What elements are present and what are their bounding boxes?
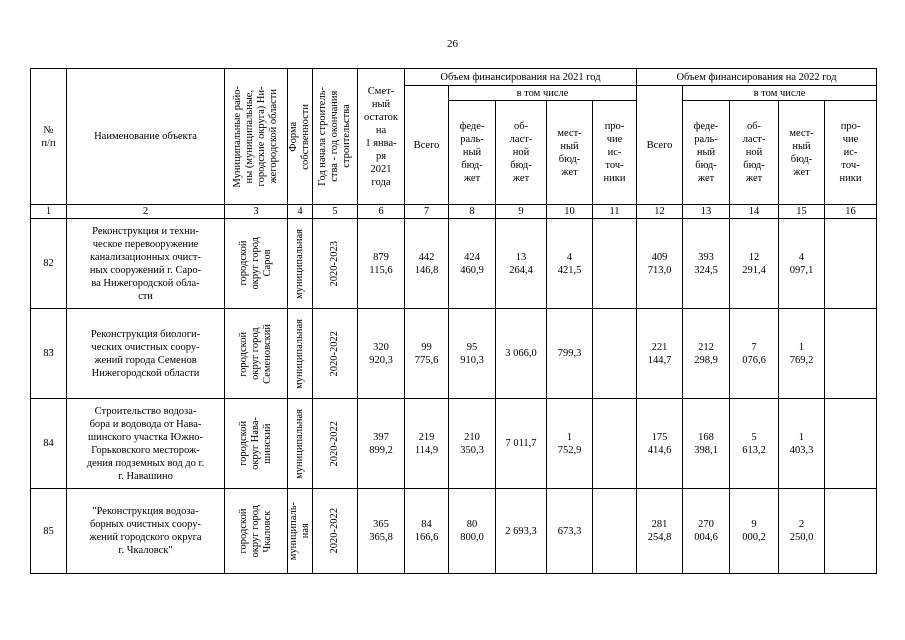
balance-cell: 320 920,3 <box>358 309 405 399</box>
local-2022-cell: 1 769,2 <box>779 309 825 399</box>
col-number: 7 <box>405 205 449 219</box>
header-local-2021: мест- ный бюд- жет <box>547 101 593 205</box>
balance-cell: 397 899,2 <box>358 399 405 489</box>
local-2021-cell: 799,3 <box>547 309 593 399</box>
object-name: "Реконструкция водоза- борных очистных соору- жений городского округа г. Чкаловск" <box>67 489 225 574</box>
total-2022-cell: 409 713,0 <box>637 219 683 309</box>
local-2022-cell: 4 097,1 <box>779 219 825 309</box>
federal-2021-cell: 95 910,3 <box>449 309 496 399</box>
district-cell: городской округ город Саров <box>225 219 288 309</box>
district-cell: городской округ Нава- шинский <box>225 399 288 489</box>
table-row <box>31 309 877 399</box>
district-cell: городской округ город Семеновский <box>225 309 288 399</box>
table-row <box>31 399 877 489</box>
header-regional-2021: об- ласт- ной бюд- жет <box>496 101 547 205</box>
federal-2022-cell: 393 324,5 <box>683 219 730 309</box>
col-number: 4 <box>288 205 313 219</box>
federal-2021-cell: 424 460,9 <box>449 219 496 309</box>
page-number: 26 <box>447 38 458 50</box>
regional-2022-cell: 5 613,2 <box>730 399 779 489</box>
header-total-2021: Всего <box>405 86 449 205</box>
other-2021-cell <box>593 399 637 489</box>
col-number: 14 <box>730 205 779 219</box>
regional-2022-cell: 9 000,2 <box>730 489 779 574</box>
object-name: Реконструкция и техни- ческое перевооружение канализационных очист- ных сооружений г. Саро- ва Нижегородской обла- сти <box>67 219 225 309</box>
total-2022-cell: 175 414,6 <box>637 399 683 489</box>
header-ownership: Форма собственности <box>288 69 313 205</box>
balance-cell: 879 115,6 <box>358 219 405 309</box>
header-incl-2022: в том числе <box>683 86 877 101</box>
local-2022-cell: 1 403,3 <box>779 399 825 489</box>
ownership-cell: муниципальная <box>288 219 313 309</box>
other-2022-cell <box>825 219 877 309</box>
header-other-2022: про- чие ис- точ- ники <box>825 101 877 205</box>
total-2022-cell: 221 144,7 <box>637 309 683 399</box>
years-cell: 2020-2023 <box>313 219 358 309</box>
col-number: 5 <box>313 205 358 219</box>
col-number: 1 <box>31 205 67 219</box>
federal-2022-cell: 212 298,9 <box>683 309 730 399</box>
total-2021-cell: 99 775,6 <box>405 309 449 399</box>
header-fin-2022: Объем финансирования на 2022 год <box>637 69 877 86</box>
row-number: 85 <box>31 489 67 574</box>
ownership-cell: муниципальная <box>288 309 313 399</box>
regional-2021-cell: 13 264,4 <box>496 219 547 309</box>
years-cell: 2020-2022 <box>313 309 358 399</box>
table-row <box>31 489 877 574</box>
ownership-cell: муниципаль- ная <box>288 489 313 574</box>
total-2021-cell: 219 114,9 <box>405 399 449 489</box>
district-cell: городской округ город Чкаловск <box>225 489 288 574</box>
years-cell: 2020-2022 <box>313 489 358 574</box>
header-federal-2022: феде- раль- ный бюд- жет <box>683 101 730 205</box>
total-2021-cell: 442 146,8 <box>405 219 449 309</box>
local-2021-cell: 673,3 <box>547 489 593 574</box>
header-total-2022: Всего <box>637 86 683 205</box>
col-number: 6 <box>358 205 405 219</box>
column-number-row <box>31 205 877 219</box>
col-number: 13 <box>683 205 730 219</box>
other-2022-cell <box>825 399 877 489</box>
col-number: 2 <box>67 205 225 219</box>
col-number: 10 <box>547 205 593 219</box>
federal-2022-cell: 168 398,1 <box>683 399 730 489</box>
header-local-2022: мест- ный бюд- жет <box>779 101 825 205</box>
federal-2021-cell: 80 800,0 <box>449 489 496 574</box>
other-2021-cell <box>593 489 637 574</box>
regional-2021-cell: 3 066,0 <box>496 309 547 399</box>
regional-2022-cell: 7 076,6 <box>730 309 779 399</box>
local-2022-cell: 2 250,0 <box>779 489 825 574</box>
row-number: 84 <box>31 399 67 489</box>
col-number: 3 <box>225 205 288 219</box>
row-number: 82 <box>31 219 67 309</box>
header-incl-2021: в том числе <box>449 86 637 101</box>
col-number: 9 <box>496 205 547 219</box>
header-federal-2021: феде- раль- ный бюд- жет <box>449 101 496 205</box>
object-name: Строительство водоза- бора и водовода от Нава- шинского участка Южно- Горьковского месторож- дения подземных вод до г. г. Навашино <box>67 399 225 489</box>
col-number: 16 <box>825 205 877 219</box>
local-2021-cell: 4 421,5 <box>547 219 593 309</box>
object-name: Реконструкция биологи- ческих очистных соору- жений города Семенов Нижегородской области <box>67 309 225 399</box>
col-number: 12 <box>637 205 683 219</box>
ownership-cell: муниципальная <box>288 399 313 489</box>
header-years: Год начала строитель- ства - год окончания строительства <box>313 69 358 205</box>
header-object-name: Наименование объекта <box>67 69 225 205</box>
financing-table <box>30 68 877 574</box>
other-2022-cell <box>825 489 877 574</box>
total-2022-cell: 281 254,8 <box>637 489 683 574</box>
header-balance: Смет- ный остаток на 1 янва- ря 2021 года <box>358 69 405 205</box>
regional-2021-cell: 2 693,3 <box>496 489 547 574</box>
other-2022-cell <box>825 309 877 399</box>
header-district: Муниципальные райо- ны (муниципальные, городские округа) Ни- жегородской области <box>225 69 288 205</box>
row-number: 83 <box>31 309 67 399</box>
header-num: № п/п <box>31 69 67 205</box>
col-number: 15 <box>779 205 825 219</box>
total-2021-cell: 84 166,6 <box>405 489 449 574</box>
federal-2021-cell: 210 350,3 <box>449 399 496 489</box>
col-number: 8 <box>449 205 496 219</box>
regional-2021-cell: 7 011,7 <box>496 399 547 489</box>
regional-2022-cell: 12 291,4 <box>730 219 779 309</box>
years-cell: 2020-2022 <box>313 399 358 489</box>
local-2021-cell: 1 752,9 <box>547 399 593 489</box>
balance-cell: 365 365,8 <box>358 489 405 574</box>
other-2021-cell <box>593 309 637 399</box>
table-row <box>31 219 877 309</box>
federal-2022-cell: 270 004,6 <box>683 489 730 574</box>
col-number: 11 <box>593 205 637 219</box>
header-fin-2021: Объем финансирования на 2021 год <box>405 69 637 86</box>
header-regional-2022: об- ласт- ной бюд- жет <box>730 101 779 205</box>
header-other-2021: про- чие ис- точ- ники <box>593 101 637 205</box>
other-2021-cell <box>593 219 637 309</box>
